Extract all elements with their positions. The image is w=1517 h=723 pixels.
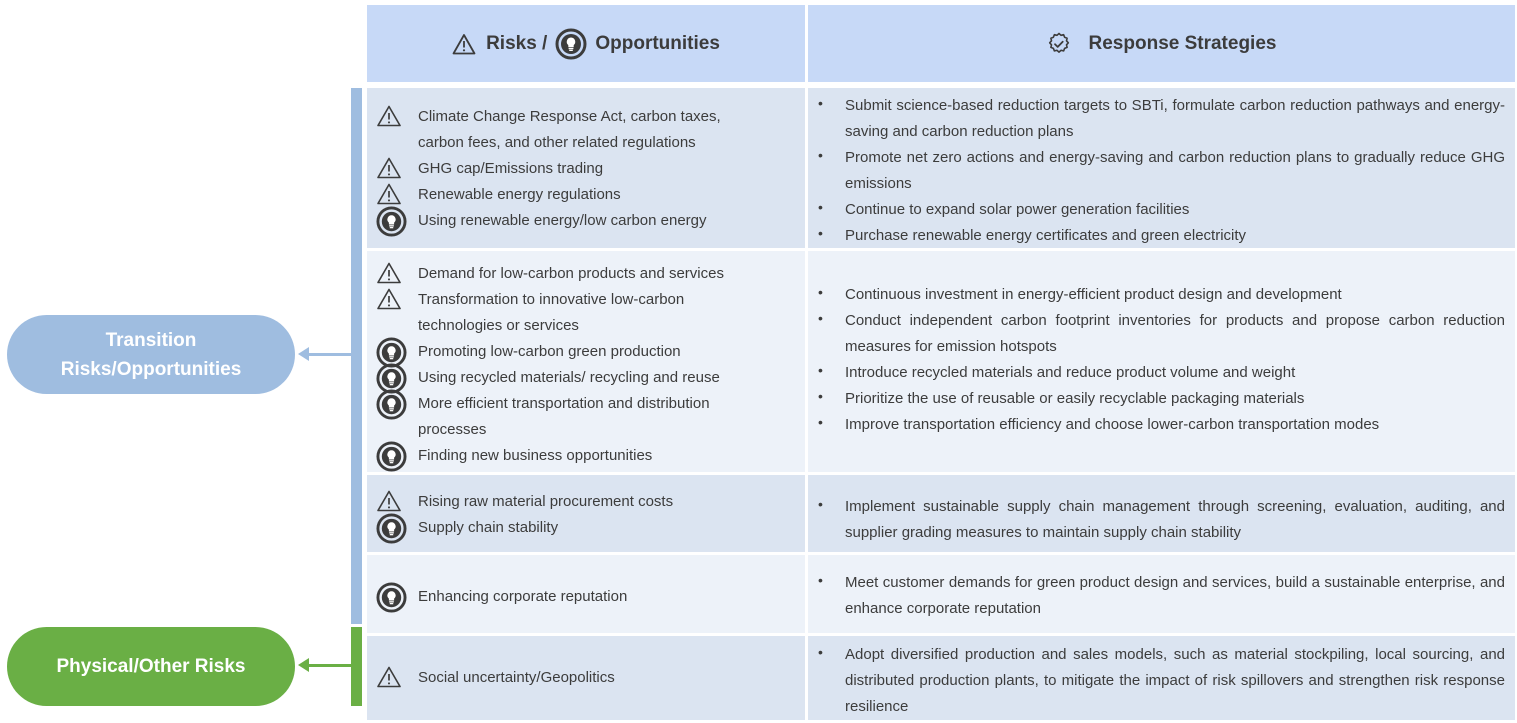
- item-text-line: Transformation to innovative low-carbon: [418, 291, 685, 308]
- row-5-risks-cell: [367, 636, 805, 720]
- strategy-bullet: • Continuous investment in energy-efficient product design and development: [818, 282, 1505, 308]
- physical-risks-label: Physical/Other Risks: [7, 627, 295, 706]
- strategy-list: [818, 494, 1505, 546]
- risk-opportunity-item: [376, 515, 558, 541]
- item-text-line: Renewable energy regulations: [418, 186, 621, 203]
- item-text-line: processes: [418, 421, 487, 438]
- warning-icon: [376, 182, 408, 208]
- item-text-line: Using recycled materials/ recycling and reuse: [418, 369, 720, 386]
- transition-label-line2: Risks/Opportunities: [60, 358, 242, 380]
- strategy-bullet: • Adopt diversified production and sales models, such as material stockpiling, local sourcing, and distributed production plants, to mitigate the impact of risk spillovers and strengthen risk response resilience: [818, 642, 1505, 720]
- strategy-list: [818, 282, 1505, 438]
- risk-opportunity-item: [376, 489, 673, 515]
- opportunities-header-text: Opportunities: [595, 32, 720, 54]
- physical-arrow: [306, 664, 351, 667]
- risk-opportunity-item: [376, 665, 615, 691]
- item-text: [418, 584, 627, 610]
- strategy-bullet: • Prioritize the use of reusable or easily recyclable packaging materials: [818, 386, 1505, 412]
- row-1-strategies-cell: [808, 88, 1515, 248]
- item-text: [418, 261, 724, 287]
- item-text-line: technologies or services: [418, 317, 579, 334]
- transition-risks-label: [7, 315, 295, 394]
- item-text: [418, 156, 603, 182]
- strategy-bullet: • Continue to expand solar power generation facilities: [818, 197, 1505, 223]
- risk-opportunity-item: [376, 182, 621, 208]
- strategy-bullet: • Improve transportation efficiency and choose lower-carbon transportation modes: [818, 412, 1505, 438]
- risk-opportunity-item: [376, 208, 707, 234]
- item-text: [418, 287, 684, 339]
- lightbulb-icon: [376, 584, 408, 610]
- item-text-line: Enhancing corporate reputation: [418, 588, 628, 605]
- item-text-line: Social uncertainty/Geopolitics: [418, 669, 615, 686]
- row-5-strategies-cell: [808, 636, 1515, 720]
- warning-icon: [452, 33, 476, 55]
- strategy-list: [818, 570, 1505, 622]
- item-text-line: Supply chain stability: [418, 519, 559, 536]
- item-text: [418, 208, 707, 234]
- item-text-line: Rising raw material procurement costs: [418, 493, 674, 510]
- risk-opportunity-item: [376, 104, 721, 156]
- row-1-risks-cell: [367, 88, 805, 248]
- strategy-bullet: • Submit science-based reduction targets to SBTi, formulate carbon reduction pathways and energy-saving and carbon reduction plans: [818, 93, 1505, 145]
- strategy-bullet: • Meet customer demands for green product design and services, build a sustainable enterprise, and enhance corporate reputation: [818, 570, 1505, 622]
- lightbulb-icon: [376, 391, 408, 417]
- gear-check-icon: [1047, 32, 1071, 56]
- item-text-line: More efficient transportation and distribution: [418, 395, 710, 412]
- warning-icon: [376, 665, 408, 691]
- risk-opportunity-item: [376, 156, 603, 182]
- lightbulb-icon: [376, 365, 408, 391]
- item-text-line: Promoting low-carbon green production: [418, 343, 681, 360]
- warning-icon: [376, 104, 408, 130]
- risk-opportunity-item: [376, 584, 627, 610]
- row-3-risks-cell: [367, 475, 805, 552]
- strategy-bullet: • Promote net zero actions and energy-saving and carbon reduction plans to gradually reduce GHG emissions: [818, 145, 1505, 197]
- lightbulb-icon: [376, 208, 408, 234]
- risks-header-text: Risks /: [486, 32, 548, 54]
- strategy-bullet: • Conduct independent carbon footprint inventories for products and propose carbon reduction measures for emission hotspots: [818, 308, 1505, 360]
- row-2-risks-cell: [367, 251, 805, 472]
- risk-opportunity-item: [376, 391, 710, 443]
- strategy-bullet: • Implement sustainable supply chain management through screening, evaluation, auditing, and supplier grading measures to maintain supply chain stability: [818, 494, 1505, 546]
- item-text-line: Finding new business opportunities: [418, 447, 653, 464]
- item-text: [418, 339, 681, 365]
- item-text: [418, 665, 615, 691]
- risk-opportunity-item: [376, 339, 681, 365]
- transition-arrow: [306, 353, 351, 356]
- strategies-header-text: Response Strategies: [1088, 32, 1277, 54]
- item-text: [418, 489, 673, 515]
- warning-icon: [376, 287, 408, 313]
- item-text: [418, 443, 652, 469]
- row-3-strategies-cell: [808, 475, 1515, 552]
- risk-opportunity-item: [376, 261, 724, 287]
- risk-opportunity-item: [376, 365, 720, 391]
- row-4-strategies-cell: [808, 555, 1515, 633]
- item-text: [418, 365, 720, 391]
- risks-opportunities-header: [367, 5, 805, 82]
- item-text: [418, 182, 621, 208]
- response-strategies-header: [808, 5, 1515, 82]
- lightbulb-icon: [376, 443, 408, 469]
- item-text: [418, 515, 558, 541]
- risk-opportunity-item: [376, 443, 652, 469]
- strategy-bullet: • Introduce recycled materials and reduce product volume and weight: [818, 360, 1505, 386]
- transition-label-line1: Transition: [105, 329, 197, 351]
- item-text-line: carbon fees, and other related regulations: [418, 134, 696, 151]
- warning-icon: [376, 156, 408, 182]
- warning-icon: [376, 261, 408, 287]
- row-4-risks-cell: [367, 555, 805, 633]
- item-text-line: GHG cap/Emissions trading: [418, 160, 604, 177]
- warning-icon: [376, 489, 408, 515]
- strategy-list: [818, 642, 1505, 720]
- physical-bracket-bar: [351, 627, 362, 706]
- lightbulb-icon: [376, 515, 408, 541]
- lightbulb-icon: [555, 28, 587, 60]
- risk-opportunity-item: [376, 287, 684, 339]
- item-text: [418, 391, 710, 443]
- strategy-list: [818, 93, 1505, 249]
- item-text-line: Demand for low-carbon products and services: [418, 265, 724, 282]
- item-text-line: Climate Change Response Act, carbon taxes,: [418, 108, 721, 125]
- row-2-strategies-cell: [808, 251, 1515, 472]
- item-text: [418, 104, 721, 156]
- transition-bracket-bar: [351, 88, 362, 624]
- item-text-line: Using renewable energy/low carbon energy: [418, 212, 707, 229]
- lightbulb-icon: [376, 339, 408, 365]
- strategy-bullet: • Purchase renewable energy certificates and green electricity: [818, 223, 1505, 249]
